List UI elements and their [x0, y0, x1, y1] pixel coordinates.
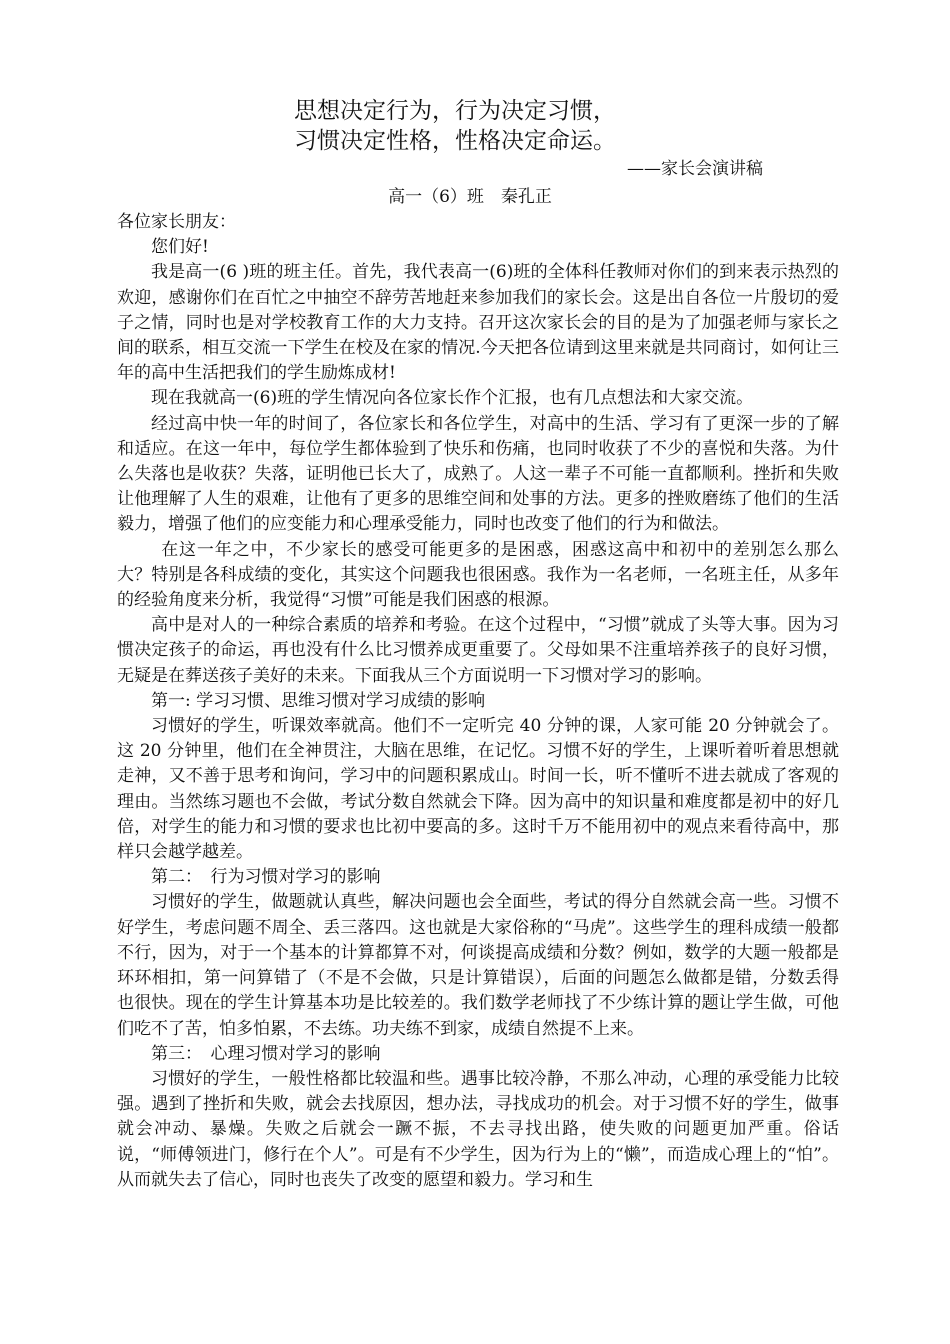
- title-line-2: 习惯决定性格，性格决定命运。: [294, 128, 616, 154]
- section-text-3: 习惯好的学生，一般性格都比较温和些。遇事比较冷静，不那么冲动，心理的承受能力比较强。遇到了挫折和失败，就会去找原因，想办法，寻找成功的机会。对于习惯不好的学生，做事就会冲动、暴燥。失败之后就会一蹶不振，不去寻找出路，使失败的问题更加严重。俗话说，“师傅领进门，修行在个人”。可是有不少学生，因为行为上的“懒”，而造成心理上的“怕”。从而就失去了信心，同时也丧失了改变的愿望和毅力。学习和生: [117, 1068, 839, 1190]
- section-heading-3: 第三： 心理习惯对学习的影响: [151, 1043, 381, 1064]
- section-heading-2: 第二： 行为习惯对学习的影响: [151, 867, 381, 888]
- section-text-1: 习惯好的学生，听课效率就高。他们不一定听完 40 分钟的课，人家可能 20 分钟就会了。这 20 分钟里，他们在全神贯注，大脑在思维，在记忆。习惯不好的学生，上课听着听着思想就走神，又不善于思考和询问，学习中的问题积累成山。时间一长，听不懂听不进去就成了客观的理由。当然练习题也不会做，考试分数自然就会下降。因为高中的知识量和难度都是初中的好几倍，对学生的能力和习惯的要求也比初中要高的多。这时千万不能用初中的观点来看待高中，那样只会越学越差。: [117, 716, 839, 863]
- section-heading-1: 第一: 学习习惯、思维习惯对学习成绩的影响: [151, 690, 486, 711]
- paragraph-intro: 我是高一(6 )班的班主任。首先，我代表高一(6)班的全体科任教师对你们的到来表示热烈的欢迎，感谢你们在百忙之中抽空不辞劳苦地赶来参加我们的家长会。这是出自各位一片殷切的爱子之情，同时也是对学校教育工作的大力支持。召开这次家长会的目的是为了加强老师与家长之间的联系，相互交流一下学生在校及在家的情况.今天把各位请到这里来就是共同商讨，如何让三年的高中生活把我们的学生励炼成材!: [117, 262, 839, 384]
- author-line: 高一（6）班 秦孔正: [388, 187, 552, 207]
- paragraph-confusion: 在这一年之中，不少家长的感受可能更多的是困惑，困惑这高中和初中的差别怎么那么大？特别是各科成绩的变化，其实这个问题我也很困惑。我作为一名老师，一名班主任，从多年的经验角度来分析，我觉得“习惯”可能是我们困惑的根源。: [117, 539, 839, 611]
- paragraph-habit-importance: 高中是对人的一种综合素质的培养和考验。在这个过程中，“习惯”就成了头等大事。因为习惯决定孩子的命运，再也没有什么比习惯养成更重要了。父母如果不注重培养孩子的良好习惯，无疑是在葬送孩子美好的未来。下面我从三个方面说明一下习惯对学习的影响。: [117, 615, 839, 686]
- section-text-2: 习惯好的学生，做题就认真些，解决问题也会全面些，考试的得分自然就会高一些。习惯不好学生，考虑问题不周全、丢三落四。这也就是大家俗称的“马虎”。这些学生的理科成绩一般都不行，因为，对于一个基本的计算都算不对，何谈提高成绩和分数？例如，数学的大题一般都是环环相扣，第一问算错了（不是不会做，只是计算错误），后面的问题怎么做都是错，分数丢得也很快。现在的学生计算基本功是比较差的。我们数学老师找了不少练计算的题让学生做，可他们吃不了苦，怕多怕累，不去练。功夫练不到家，成绩自然提不上来。: [117, 892, 839, 1039]
- greeting: 您们好!: [151, 237, 209, 258]
- document-page: [117, 96, 839, 1193]
- subtitle: ——家长会演讲稿: [627, 159, 763, 179]
- title-line-1: 思想决定行为，行为决定习惯，: [294, 98, 616, 124]
- paragraph-year-review: 经过高中快一年的时间了，各位家长和各位学生，对高中的生活、学习有了更深一步的了解和适应。在这一年中，每位学生都体验到了快乐和伤痛，也同时收获了不少的喜悦和失落。为什么失落也是收获？失落，证明他已长大了，成熟了。人这一辈子不可能一直都顺利。挫折和失败让他理解了人生的艰难，让他有了更多的思维空间和处事的方法。更多的挫败磨练了他们的生活毅力，增强了他们的应变能力和心理承受能力，同时也改变了他们的行为和做法。: [117, 413, 839, 535]
- paragraph-report: 现在我就高一(6)班的学生情况向各位家长作个汇报，也有几点想法和大家交流。: [151, 388, 754, 409]
- salutation: 各位家长朋友：: [117, 212, 236, 232]
